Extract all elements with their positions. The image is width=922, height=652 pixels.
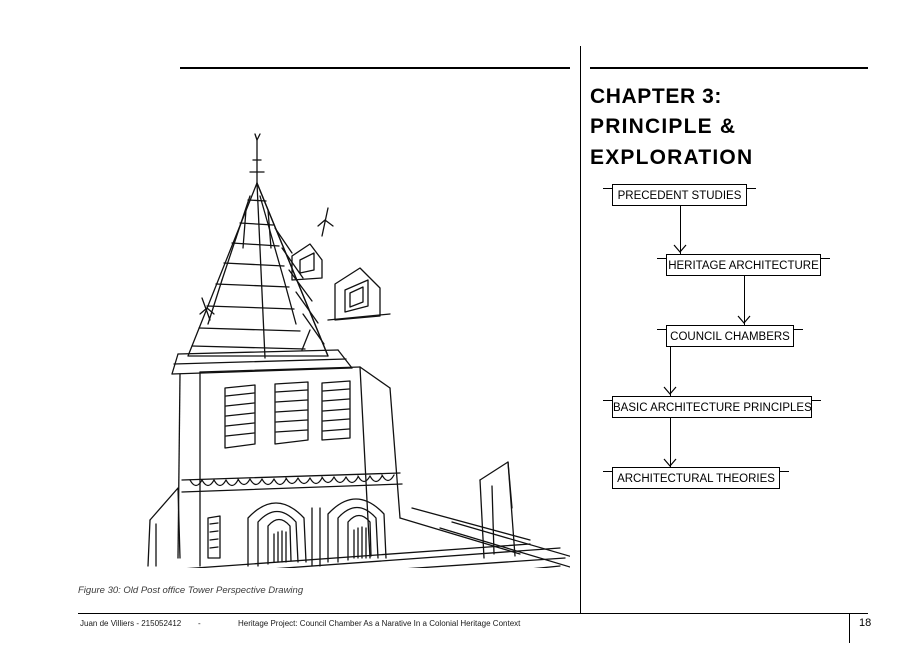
top-rule-right — [590, 67, 868, 69]
flow-node-heritage-architecture: HERITAGE ARCHITECTURE — [666, 254, 821, 276]
figure-old-post-office-sketch — [60, 88, 570, 568]
footer-rule — [78, 613, 868, 614]
chapter-flow-diagram — [590, 172, 900, 502]
flow-arrow-2 — [737, 315, 751, 324]
flow-node-basic-architecture-principles: BASIC ARCHITECTURE PRINCIPLES — [612, 396, 812, 418]
page-number: 18 — [859, 617, 872, 629]
figure-caption: Figure 30: Old Post office Tower Perspective Drawing — [78, 585, 304, 596]
page-number-divider — [849, 613, 850, 643]
flow-arrow-4 — [663, 458, 677, 467]
flow-arrow-3 — [663, 386, 677, 395]
flow-arrow-1 — [673, 244, 687, 253]
footer-author: Juan de Villiers - 215052412 — [80, 619, 182, 628]
flow-node-architectural-theories: ARCHITECTURAL THEORIES — [612, 467, 780, 489]
chapter-heading-line1: CHAPTER 3: — [590, 85, 723, 108]
page-vertical-divider — [580, 46, 581, 613]
page-title — [590, 82, 900, 173]
chapter-heading-line2: PRINCIPLE & EXPLORATION — [590, 115, 754, 169]
flow-node-council-chambers: COUNCIL CHAMBERS — [666, 325, 794, 347]
top-rule-left — [180, 67, 570, 69]
flow-node-precedent-studies: PRECEDENT STUDIES — [612, 184, 747, 206]
footer-separator: - — [198, 619, 201, 628]
footer-document-title: Heritage Project: Council Chamber As a Narative In a Colonial Heritage Context — [238, 619, 521, 628]
